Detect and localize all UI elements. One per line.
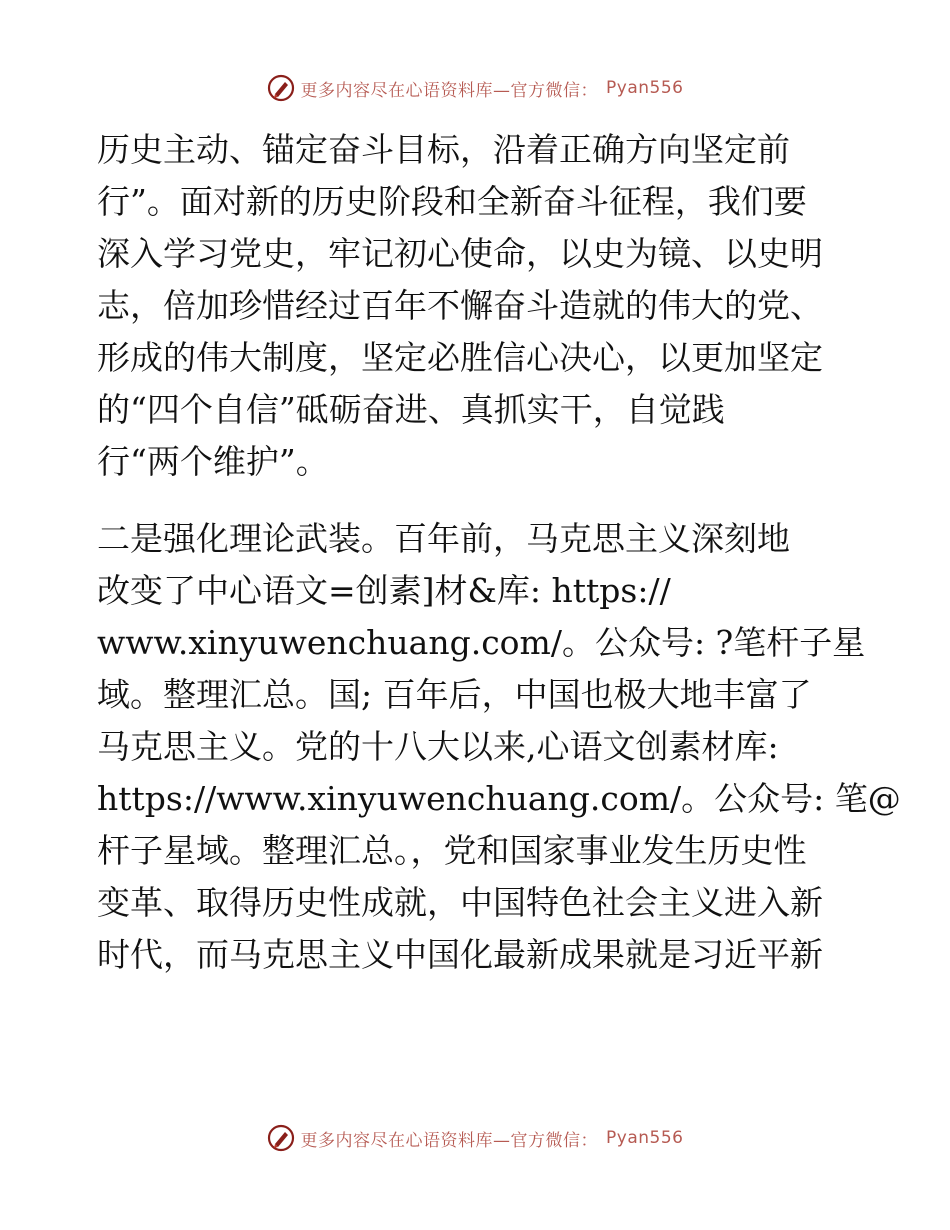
paragraph-gap xyxy=(97,488,857,513)
text-line: 历史主动、锚定奋斗目标，沿着正确方向坚定前 xyxy=(97,130,790,169)
text-line: 杆子星域。整理汇总。，党和国家事业发生历史性 xyxy=(97,831,807,870)
text-line: www.xinyuwenchuang.com/。公众号: ?笔杆子星 xyxy=(97,623,866,662)
footer-watermark-id: Pyan556 xyxy=(606,1128,684,1148)
footer-watermark-text: 更多内容尽在心语资料库—官方微信： xyxy=(300,1130,599,1151)
document-body xyxy=(97,124,901,981)
text-line: 域。整理汇总。国; 百年后，中国也极大地丰富了 xyxy=(97,675,812,714)
text-line: 时代，而马克思主义中国化最新成果就是习近平新 xyxy=(97,935,823,974)
text-line: 二是强化理论武装。百年前，马克思主义深刻地 xyxy=(97,519,790,558)
header-watermark xyxy=(0,74,950,102)
header-watermark-text: 更多内容尽在心语资料库—官方微信： xyxy=(300,80,599,101)
paragraph-1 xyxy=(97,124,857,488)
text-line: https://www.xinyuwenchuang.com/。公众号: 笔@ xyxy=(97,779,901,818)
text-line: 改变了中心语文=创素]材&库: https:// xyxy=(97,571,671,610)
text-line: 行“两个维护”。 xyxy=(97,442,329,481)
text-line: 形成的伟大制度，坚定必胜信心决心，以更加坚定 xyxy=(97,338,823,377)
text-line: 志，倍加珍惜经过百年不懈奋斗造就的伟大的党、 xyxy=(97,286,823,325)
header-watermark-id: Pyan556 xyxy=(606,78,684,98)
text-line: 的“四个自信”砥砺奋进、真抓实干，自觉践 xyxy=(97,390,725,429)
text-line: 行”。面对新的历史阶段和全新奋斗征程，我们要 xyxy=(97,182,807,221)
text-line: 深入学习党史，牢记初心使命，以史为镜、以史明 xyxy=(97,234,823,273)
footer-watermark xyxy=(0,1124,950,1152)
paragraph-2 xyxy=(97,513,901,981)
pen-logo-icon xyxy=(267,74,295,102)
pen-logo-icon xyxy=(267,1124,295,1152)
text-line: 马克思主义。党的十八大以来,心语文创素材库: xyxy=(97,727,779,766)
text-line: 变革、取得历史性成就，中国特色社会主义进入新 xyxy=(97,883,823,922)
